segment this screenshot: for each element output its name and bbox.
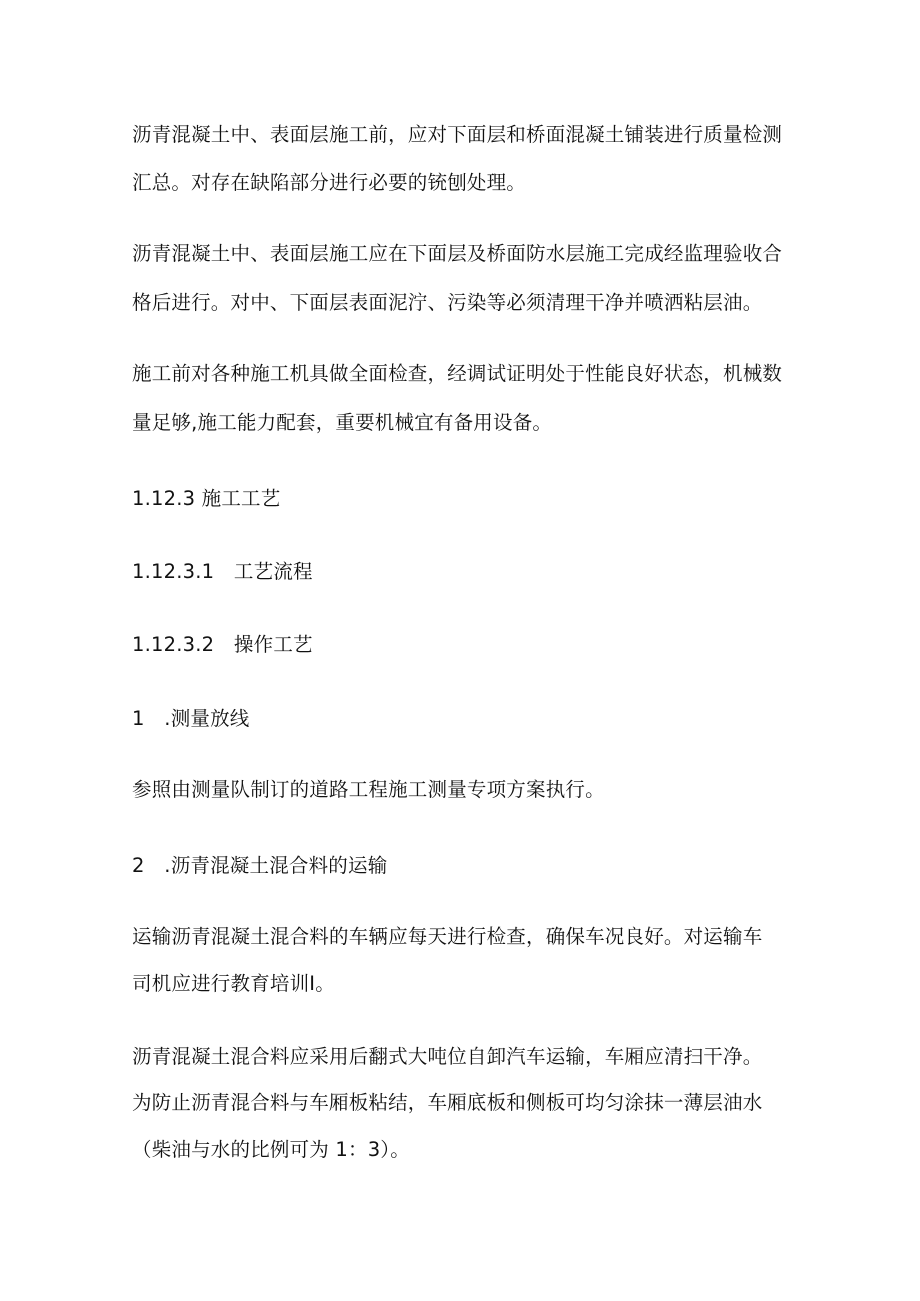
paragraph-2-line-2: 格后进行。对中、下面层表面泥泞、污染等必须清理干净并喷洒粘层油。 — [132, 291, 763, 314]
item-1-heading: 1 .测量放线 — [132, 707, 250, 730]
subsection-heading-1-12-3-1: 1.12.3.1 工艺流程 — [132, 560, 313, 583]
paragraph-1-line-1: 沥青混凝土中、表面层施工前，应对下面层和桥面混凝土铺装进行质量检测 — [132, 123, 783, 146]
subsection-heading-1-12-3-2: 1.12.3.2 操作工艺 — [132, 633, 313, 656]
paragraph-truck-line-1: 沥青混凝土混合料应采用后翻式大吨位自卸汽车运输，车厢应清扫干净。 — [132, 1045, 763, 1068]
item-1-body: 参照由测量队制订的道路工程施工测量专项方案执行。 — [132, 778, 605, 801]
paragraph-truck-line-3: （柴油与水的比例可为 1：3）。 — [132, 1138, 410, 1161]
paragraph-transport-line-2: 司机应进行教育培训I。 — [132, 972, 335, 995]
section-heading-1-12-3: 1.12.3 施工工艺 — [132, 487, 281, 510]
paragraph-truck-line-2: 为防止沥青混合料与车厢板粘结，车厢底板和侧板可均匀涂抹一薄层油水 — [132, 1091, 763, 1114]
paragraph-transport-line-1: 运输沥青混凝土混合料的车辆应每天进行检查，确保车况良好。对运输车 — [132, 925, 763, 948]
paragraph-3-line-1: 施工前对各种施工机具做全面检查，经调试证明处于性能良好状态，机械数 — [132, 362, 783, 385]
paragraph-1-line-2: 汇总。对存在缺陷部分进行必要的铳刨处理。 — [132, 171, 527, 194]
paragraph-2-line-1: 沥青混凝土中、表面层施工应在下面层及桥面防水层施工完成经监理验收合 — [132, 242, 783, 265]
paragraph-3-line-2: 量足够,施工能力配套，重要机械宜有备用设备。 — [132, 411, 553, 434]
item-2-heading: 2 .沥青混凝土混合料的运输 — [132, 854, 388, 877]
